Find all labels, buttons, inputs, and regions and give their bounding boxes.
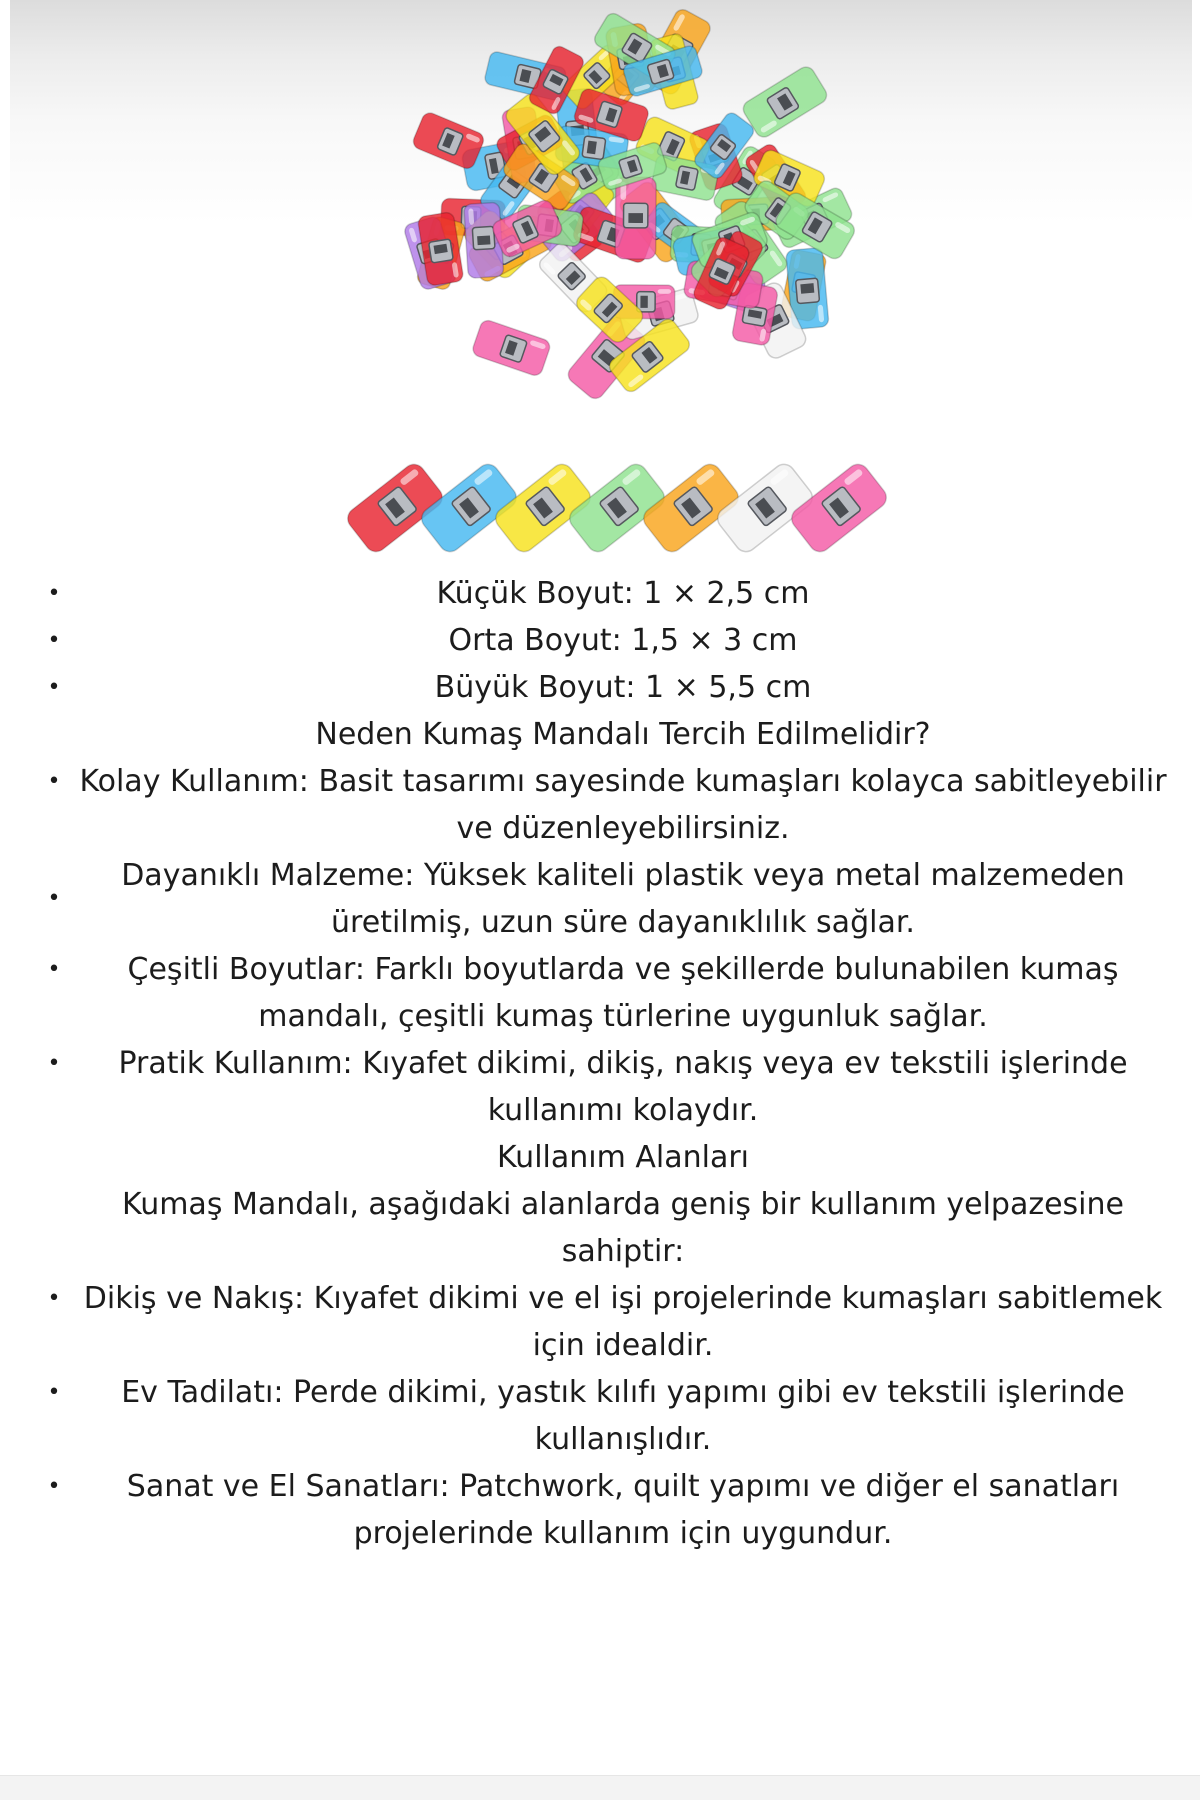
list-item bbox=[30, 852, 1180, 946]
list-item-text: Çeşitli Boyutlar: Farklı boyutlarda ve şekillerde bulunabilen kumaş mandalı, çeşitli kumaş türlerine uygunluk sağlar. bbox=[127, 952, 1119, 1034]
list-item bbox=[30, 1275, 1180, 1369]
clip-shape bbox=[787, 460, 890, 556]
list-item-text: Pratik Kullanım: Kıyafet dikimi, dikiş, nakış veya ev tekstili işlerinde kullanımı kolaydır. bbox=[118, 1046, 1128, 1128]
bottom-divider bbox=[0, 1775, 1200, 1800]
heading-text: Kullanım Alanları bbox=[497, 1140, 749, 1175]
bullet-icon: • bbox=[47, 1286, 61, 1311]
list-item-text: Kolay Kullanım: Basit tasarımı sayesinde kumaşları kolayca sabitleyebilir ve düzenleyebilirsiniz. bbox=[79, 764, 1167, 846]
bullet-icon: • bbox=[47, 675, 61, 700]
fabric-clips-image bbox=[10, 0, 1192, 560]
clip-shape bbox=[471, 318, 552, 377]
bullet-icon: • bbox=[47, 581, 61, 606]
list-item bbox=[30, 570, 1180, 617]
bullet-icon: • bbox=[47, 1474, 61, 1499]
intro-paragraph bbox=[30, 1181, 1180, 1275]
section-heading bbox=[30, 711, 1180, 758]
product-photo bbox=[10, 0, 1192, 560]
clip-shape bbox=[411, 110, 486, 170]
list-item-text: Büyük Boyut: 1 × 5,5 cm bbox=[434, 670, 812, 705]
section-heading bbox=[30, 1134, 1180, 1181]
list-item-text: Ev Tadilatı: Perde dikimi, yastık kılıfı yapımı gibi ev tekstili işlerinde kullanışlıdır. bbox=[121, 1375, 1125, 1457]
list-item bbox=[30, 758, 1180, 852]
list-item bbox=[30, 1040, 1180, 1134]
list-item bbox=[30, 1463, 1180, 1557]
bullet-icon: • bbox=[47, 769, 61, 794]
bullet-icon: • bbox=[47, 628, 61, 653]
list-item-text: Sanat ve El Sanatları: Patchwork, quilt yapımı ve diğer el sanatları projelerinde kullanım için uygundur. bbox=[126, 1469, 1120, 1551]
list-item bbox=[30, 946, 1180, 1040]
bullet-icon: • bbox=[47, 957, 61, 982]
list-item bbox=[30, 1369, 1180, 1463]
list-item-text: Dikiş ve Nakış: Kıyafet dikimi ve el işi projelerinde kumaşları sabitlemek için idealdir. bbox=[83, 1281, 1163, 1363]
list-item-text: Orta Boyut: 1,5 × 3 cm bbox=[448, 623, 798, 658]
paragraph-text: Kumaş Mandalı, aşağıdaki alanlarda geniş bir kullanım yelpazesine sahiptir: bbox=[122, 1187, 1124, 1269]
description-list bbox=[30, 570, 1180, 1557]
list-item-text: Küçük Boyut: 1 × 2,5 cm bbox=[436, 576, 810, 611]
bullet-icon: • bbox=[47, 1051, 61, 1076]
list-item bbox=[30, 664, 1180, 711]
heading-text: Neden Kumaş Mandalı Tercih Edilmelidir? bbox=[315, 717, 931, 752]
bullet-icon: • bbox=[47, 886, 61, 911]
bullet-icon: • bbox=[47, 1380, 61, 1405]
clip-shape bbox=[615, 177, 656, 259]
list-item-text: Dayanıklı Malzeme: Yüksek kaliteli plastik veya metal malzemeden üretilmiş, uzun süre dayanıklılık sağlar. bbox=[121, 858, 1125, 940]
list-item bbox=[30, 617, 1180, 664]
